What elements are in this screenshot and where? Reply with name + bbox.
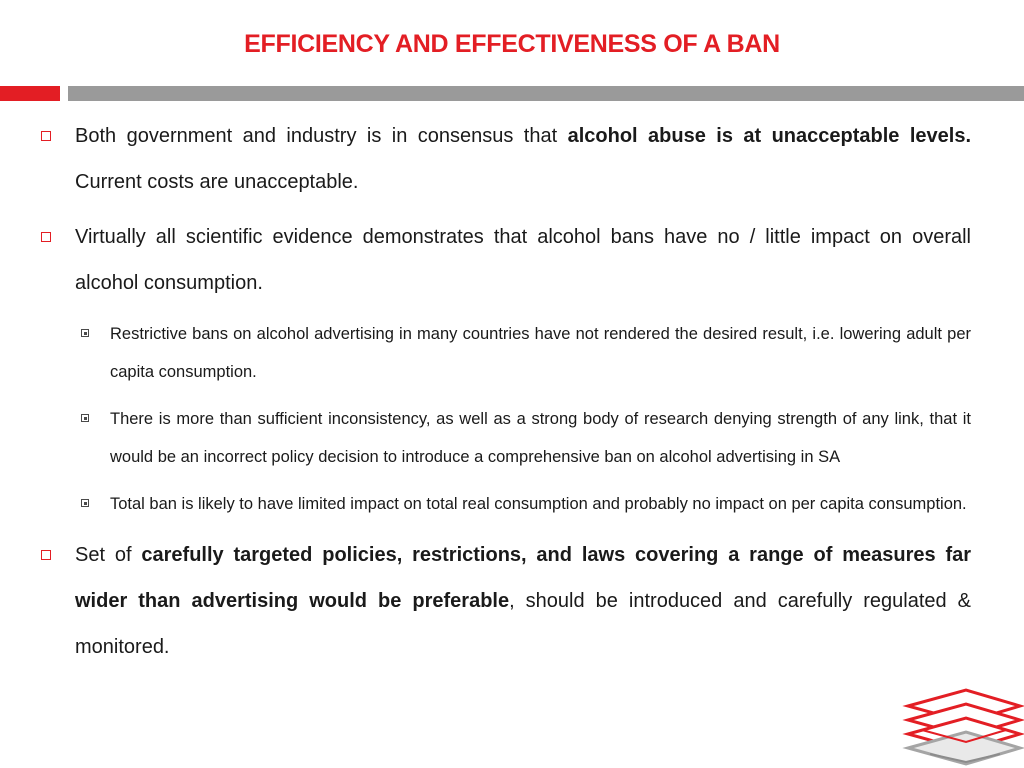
- bullet-text: Restrictive bans on alcohol advertising in many countries have not rendered the desired result, i.e. lowering adult per capita consumption.: [110, 325, 976, 381]
- bullet-item: [40, 214, 977, 306]
- bullet-list: [40, 113, 983, 679]
- filled-square-bullet-icon: [81, 499, 89, 507]
- sub-bullet-item: [40, 485, 971, 523]
- slide-title: EFFICIENCY AND EFFECTIVENESS OF A BAN: [244, 30, 780, 58]
- bullet-text: , should be introduced and carefully regulated & monitored.: [75, 590, 977, 658]
- bullet-item: [40, 113, 983, 205]
- filled-square-bullet-icon: [81, 414, 89, 422]
- bullet-text: There is more than sufficient inconsistency, as well as a strong body of research denying strength of any link, that it would be an incorrect policy decision to introduce a comprehensive ban on alcohol advertising in SA: [110, 410, 976, 466]
- sub-bullet-item: [40, 315, 976, 391]
- filled-square-bullet-icon: [81, 329, 89, 337]
- bullet-text: Total ban is likely to have limited impact on total real consumption and probably no impact on per capita consumption.: [110, 495, 967, 513]
- hollow-square-bullet-icon: [41, 232, 51, 242]
- bullet-text: Both government and industry is in consensus that: [75, 125, 568, 147]
- hollow-square-bullet-icon: [41, 550, 51, 560]
- chevron-stack-logo-icon: [902, 688, 1024, 768]
- bullet-text: Current costs are unacceptable.: [75, 125, 983, 193]
- bullet-text-emphasis: alcohol abuse is at unacceptable levels.: [567, 125, 972, 147]
- hollow-square-bullet-icon: [41, 131, 51, 141]
- bullet-text: Virtually all scientific evidence demonstrates that alcohol bans have no / little impact on overall alcohol consumption.: [75, 226, 977, 294]
- title-divider-accent: [0, 86, 60, 101]
- sub-bullet-item: [40, 400, 976, 476]
- title-divider-bar: [68, 86, 1024, 101]
- bullet-item: [40, 532, 977, 670]
- bullet-text: Set of: [75, 544, 142, 566]
- bullet-text-emphasis: carefully targeted policies, restrictions, and laws covering a range of measures far wider than advertising would be preferable: [75, 544, 977, 612]
